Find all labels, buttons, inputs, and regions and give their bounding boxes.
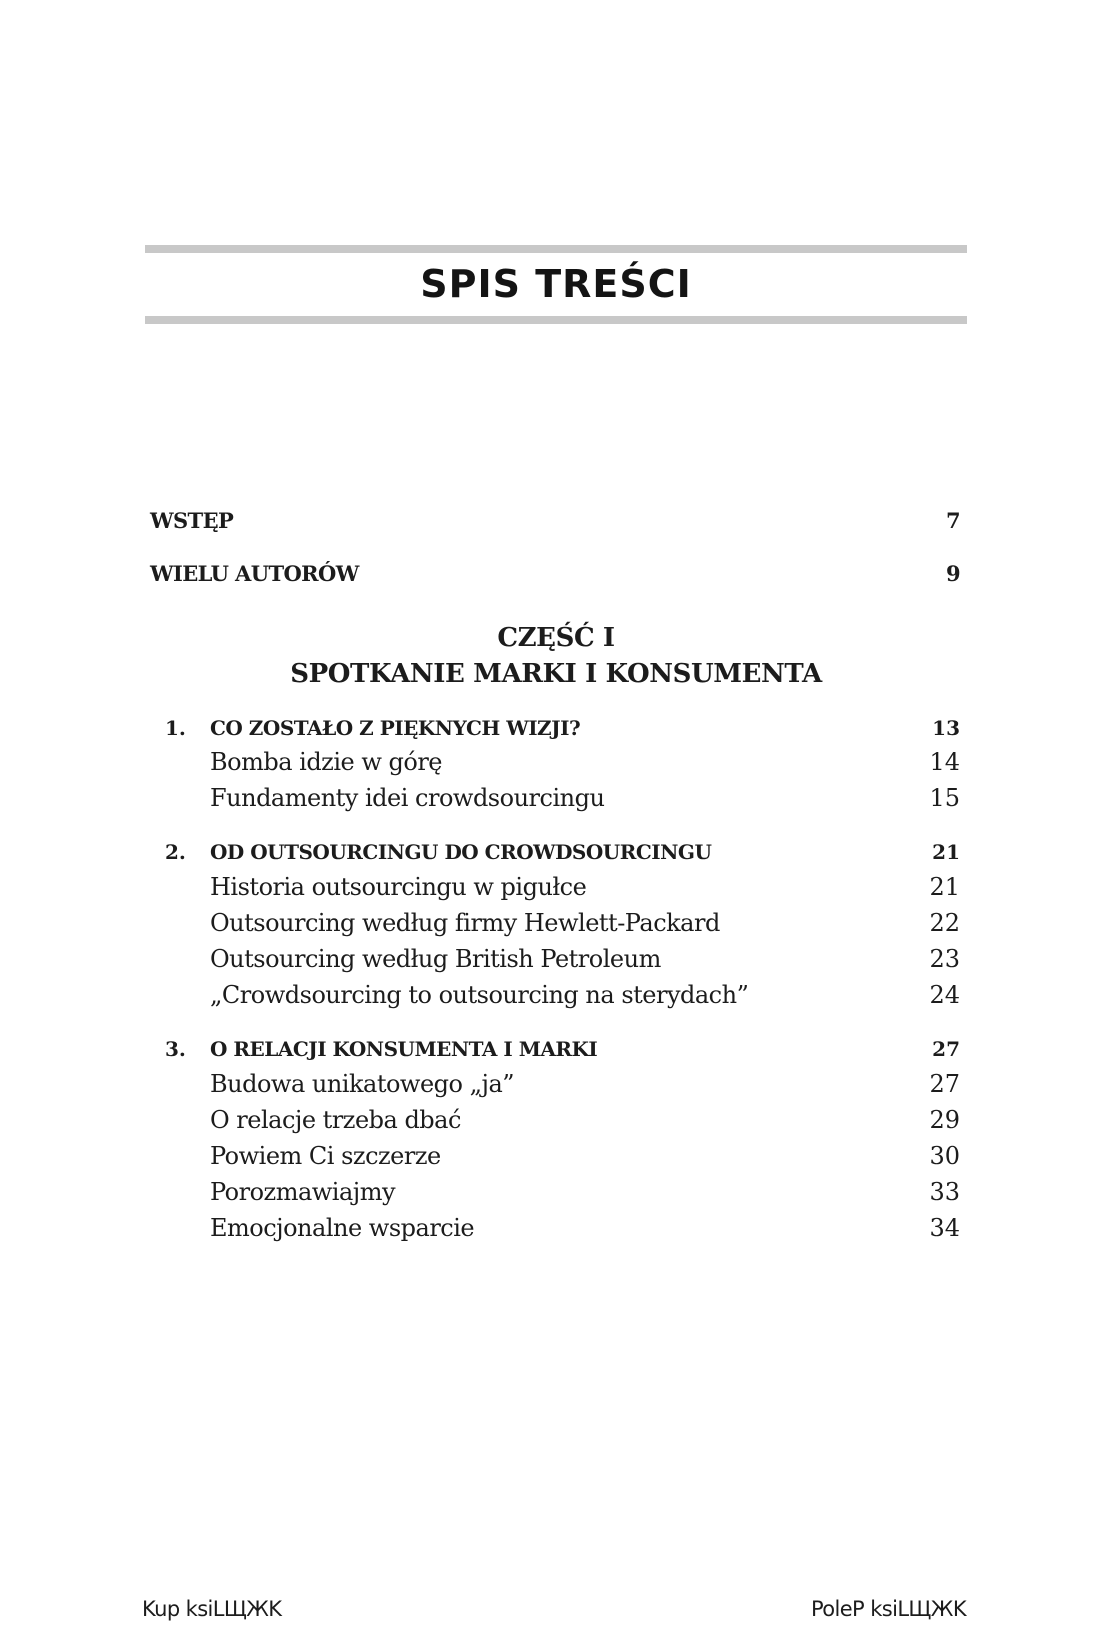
- chapter-number: 1.: [165, 716, 186, 740]
- toc-entry-label: WSTĘP: [150, 508, 234, 533]
- chapter-row: [150, 716, 960, 750]
- toc-entry-page: 7: [945, 508, 960, 533]
- section-title: „Crowdsourcing to outsourcing na sterydach”: [210, 981, 749, 1009]
- toc-entry-wielu-autorow: [150, 561, 960, 595]
- section-title: Historia outsourcingu w pigułce: [210, 873, 587, 901]
- chapter-title: O RELACJI KONSUMENTA I MARKI: [210, 1037, 598, 1061]
- rule-top: [145, 245, 967, 253]
- chapter-page: 21: [932, 840, 960, 864]
- section-row: [150, 784, 960, 818]
- chapter-row: [150, 840, 960, 874]
- page-title: SPIS TREŚCI: [420, 262, 692, 306]
- chapter-page: 13: [932, 716, 960, 740]
- footer-buy-link[interactable]: Kup ksiLЩЖK: [142, 1597, 282, 1621]
- section-title: Porozmawiajmy: [210, 1178, 396, 1206]
- chapter-row: [150, 1037, 960, 1071]
- section-page: 33: [929, 1178, 960, 1206]
- chapter-title: CO ZOSTAŁO Z PIĘKNYCH WIZJI?: [210, 716, 581, 740]
- section-page: 34: [929, 1214, 960, 1242]
- footer-recommend-link[interactable]: PoleP ksiLЩЖK: [810, 1597, 966, 1621]
- section-page: 29: [929, 1106, 960, 1134]
- section-page: 14: [929, 748, 960, 776]
- section-row: [150, 1106, 960, 1140]
- part-heading-line1: CZĘŚĆ I: [497, 623, 615, 653]
- chapter-title: OD OUTSOURCINGU DO CROWDSOURCINGU: [210, 840, 712, 864]
- section-title: O relacje trzeba dbać: [210, 1106, 461, 1134]
- section-title: Powiem Ci szczerze: [210, 1142, 441, 1170]
- section-title: Outsourcing według firmy Hewlett-Packard: [210, 909, 720, 937]
- section-row: [150, 981, 960, 1015]
- rule-bottom: [145, 316, 967, 324]
- section-page: 21: [929, 873, 960, 901]
- section-page: 15: [929, 784, 960, 812]
- toc-entry-label: WIELU AUTORÓW: [150, 561, 359, 586]
- section-row: [150, 1178, 960, 1212]
- section-page: 30: [929, 1142, 960, 1170]
- section-row: [150, 909, 960, 943]
- section-title: Fundamenty idei crowdsourcingu: [210, 784, 605, 812]
- section-page: 23: [929, 945, 960, 973]
- section-row: [150, 873, 960, 907]
- chapter-page: 27: [932, 1037, 960, 1061]
- chapter-number: 3.: [165, 1037, 186, 1061]
- section-row: [150, 1142, 960, 1176]
- section-title: Emocjonalne wsparcie: [210, 1214, 475, 1242]
- section-row: [150, 945, 960, 979]
- section-row: [150, 1214, 960, 1248]
- section-row: [150, 1070, 960, 1104]
- section-page: 27: [929, 1070, 960, 1098]
- section-page: 22: [929, 909, 960, 937]
- section-page: 24: [929, 981, 960, 1009]
- section-title: Bomba idzie w górę: [210, 748, 442, 776]
- section-title: Outsourcing według British Petroleum: [210, 945, 661, 973]
- toc-entry-page: 9: [945, 561, 960, 586]
- part-heading-line2: SPOTKANIE MARKI I KONSUMENTA: [290, 659, 822, 689]
- section-title: Budowa unikatowego „ja”: [210, 1070, 515, 1098]
- chapter-number: 2.: [165, 840, 186, 864]
- toc-entry-wstep: [150, 508, 960, 542]
- section-row: [150, 748, 960, 782]
